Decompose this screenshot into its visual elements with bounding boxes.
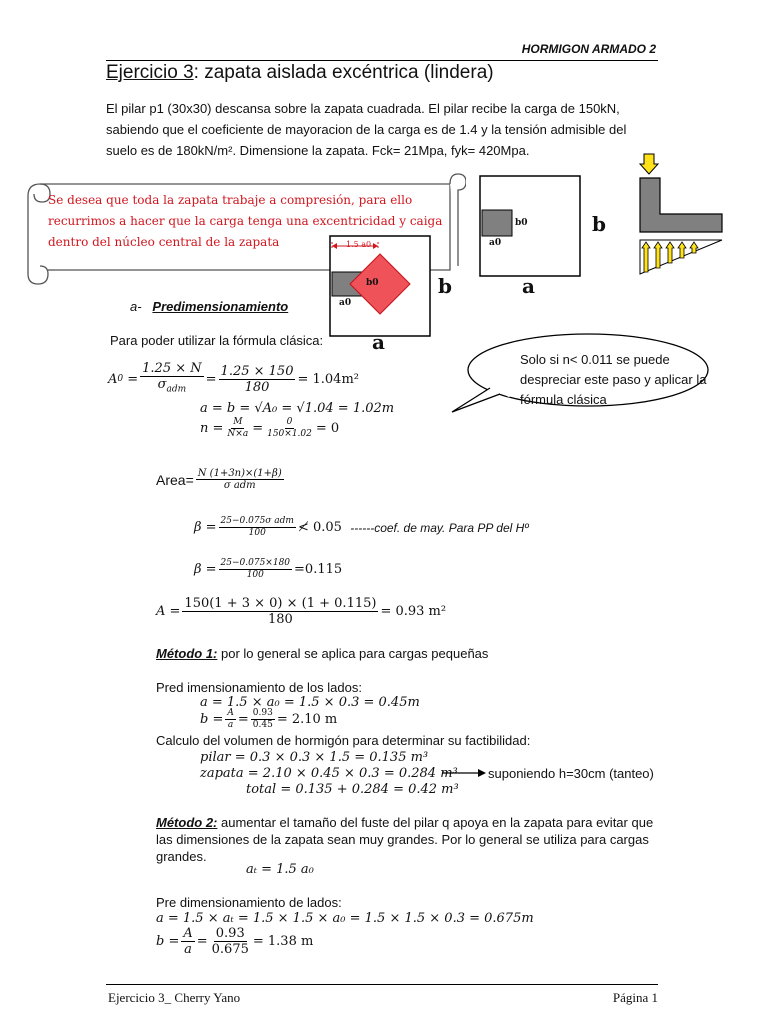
metodo2-a-eq: a = 1.5 × aₜ = 1.5 × 1.5 × a₀ = 1.5 × 1.5 × 0.3 = 0.675m xyxy=(156,911,534,926)
eq-beta-note: ------coef. de may. Para PP del Hº xyxy=(350,520,529,535)
eq-area-den: σ adm xyxy=(223,480,256,491)
exercise-title xyxy=(106,62,494,84)
eq-n-num1: M xyxy=(233,417,243,427)
callout-line-3: fórmula clásica xyxy=(520,392,607,407)
metodo1-pilar: pilar = 0.3 × 0.3 × 1.5 = 0.135 m³ xyxy=(200,750,429,765)
eq-beta2-num: 25−0.075×180 xyxy=(220,558,291,568)
exercise-title-label: Ejercicio 3 xyxy=(106,62,194,83)
eq-beta-num: 25−0.075σ adm xyxy=(220,516,294,526)
arrow-right-icon xyxy=(442,768,486,778)
course-header: HORMIGON ARMADO 2 xyxy=(521,42,656,56)
plan-column xyxy=(482,210,512,236)
metodo2-b-lhs: b = xyxy=(156,934,180,949)
fig1-side-a: a xyxy=(372,330,385,354)
eq-A-result: = 0.93 m² xyxy=(380,604,447,619)
eq-beta xyxy=(194,516,529,539)
eq-A-num: 150(1 + 3 × 0) × (1 + 0.115) xyxy=(184,596,377,611)
section-title: Predimensionamiento xyxy=(152,299,289,314)
footer-left: Ejercicio 3_ Cherry Yano xyxy=(108,990,241,1005)
header-rule xyxy=(106,60,658,61)
eq-a0-den1-sub: adm xyxy=(166,384,187,395)
metodo1-b-den2: 0.45 xyxy=(252,720,273,730)
formula-intro: Para poder utilizar la fórmula clásica: xyxy=(110,333,324,348)
metodo2-b-den1: a xyxy=(184,942,192,957)
footer-rule xyxy=(106,984,658,985)
footer-page: Página 1 xyxy=(612,990,658,1005)
metodo1-b-lhs: b = xyxy=(200,712,224,727)
eq-a0-result: = 1.04m² xyxy=(297,371,359,387)
metodo2-b-eq: b = $\frac{A}{a}$ = $\frac{0.93}{0.675}$ = 1.38 m xyxy=(156,926,314,957)
metodo1-b-result: = 2.10 m xyxy=(276,712,338,727)
callout-line-2: despreciar este paso y aplicar la xyxy=(520,372,707,387)
metodo1-b-eq: b = $\frac{A}{a}$ = $\frac{0.93}{0.45}$ = 2.10 m xyxy=(200,708,338,730)
metodo2-at: aₜ = 1.5 a₀ xyxy=(246,862,314,877)
metodo1-zapata: zapata = 2.10 × 0.45 × 0.3 = 0.284 m³ xyxy=(200,766,458,781)
metodo1-total: total = 0.135 + 0.284 = 0.42 m³ xyxy=(246,782,459,797)
metodo2-line-2: las dimensiones de la zapata sean muy grandes. Por lo general se utiliza para cargas xyxy=(156,832,649,847)
eq-n-den1: N×a xyxy=(227,429,249,439)
section-figure xyxy=(630,152,726,282)
intro-line-3: suelo es de 180kN/m². Dimensione la zapata. Fck= 21Mpa, fyk= 420Mpa. xyxy=(106,143,530,158)
eq-beta2-den: 100 xyxy=(246,570,264,580)
fig2-col-a: a0 xyxy=(489,238,502,248)
eq-a0-lhs: A xyxy=(108,371,118,387)
load-arrow-icon xyxy=(640,154,658,174)
eq-a0-den1: σ xyxy=(157,377,167,392)
eq-n-result: = 0 xyxy=(315,421,340,436)
section-prefix: a- xyxy=(130,299,142,314)
metodo1-heading xyxy=(156,646,488,661)
eccentric-footing-figure xyxy=(318,232,458,348)
callout-text xyxy=(520,350,706,410)
fig1-rot-label: b0 xyxy=(366,278,379,288)
intro-line-1: El pilar p1 (30x30) descansa sobre la zapata cuadrada. El pilar recibe la carga de 150kN, xyxy=(106,101,620,116)
metodo1-text: por lo general se aplica para cargas pequeñas xyxy=(217,646,489,661)
metodo2-b-result: = 1.38 m xyxy=(252,934,314,949)
metodo2-b-num1: A xyxy=(183,926,193,941)
eq-n-lhs: n = xyxy=(200,421,224,436)
eq-beta-rest: ≮ 0.05 xyxy=(297,520,342,535)
eq-A-den: 180 xyxy=(268,612,293,627)
eq-a0-num2: 1.25 × 150 xyxy=(220,363,294,379)
eq-A xyxy=(156,596,446,627)
eq-a0-num1: 1.25 × N xyxy=(142,361,202,376)
exercise-title-rest: : zapata aislada excéntrica (lindera) xyxy=(193,62,494,83)
metodo2-pre: Pre dimensionamiento de lados: xyxy=(156,895,342,910)
eq-area-lhs: Area= xyxy=(156,471,194,488)
footing-plan-figure xyxy=(478,174,588,278)
eq-n: n = $\frac{M}{N\times a}$ = $\frac{0}{150\times 1.02}$ = 0 xyxy=(200,417,340,439)
metodo2-paragraph xyxy=(156,814,658,865)
metodo2-b-num2: 0.93 xyxy=(215,926,245,941)
intro-paragraph xyxy=(106,98,658,161)
metodo1-a-eq: a = 1.5 × a₀ = 1.5 × 0.3 = 0.45m xyxy=(200,695,420,710)
eq-A-lhs: A = xyxy=(156,604,181,619)
scroll-note-line-2: recurrimos a hacer que la carga tenga una excentricidad y caiga xyxy=(48,214,443,228)
footing-section xyxy=(640,178,722,232)
scroll-note-line-1: Se desea que toda la zapata trabaje a compresión, para ello xyxy=(48,193,413,207)
metodo1-pred: Pred imensionamiento de los lados: xyxy=(156,680,362,695)
metodo1-b-num2: 0.93 xyxy=(252,708,273,718)
metodo2-line-3: grandes. xyxy=(156,849,207,864)
section-heading xyxy=(130,299,288,314)
intro-line-2: sabiendo que el coeficiente de mayoracion de la carga es de 1.4 y la tensión admisible del xyxy=(106,122,627,137)
eq-n-num2: 0 xyxy=(286,417,293,427)
eq-area xyxy=(156,468,286,491)
eq-a0-den2: 180 xyxy=(244,379,270,395)
metodo1-b-den1: a xyxy=(227,720,234,730)
fig2-col-b: b0 xyxy=(515,218,528,228)
fig1-side-b: b xyxy=(438,274,452,298)
eq-beta-den: 100 xyxy=(248,528,266,538)
eq-beta2-lhs: β = xyxy=(194,562,217,577)
metodo2-label: Método 2: xyxy=(156,815,218,830)
fig2-side-a: a xyxy=(522,274,535,298)
eq-a0: A 0 = $\frac{1.25 \times N}{\sigma_{adm}}$ = $\frac{1.25 \times 150}{180}$ = 1.04m² xyxy=(108,361,359,395)
metodo1-b-num1: A xyxy=(227,708,234,718)
metodo1-label: Método 1: xyxy=(156,646,218,661)
fig1-col-label: a0 xyxy=(339,298,352,308)
eq-beta2 xyxy=(194,558,342,581)
eq-n-den2: 150×1.02 xyxy=(267,429,312,439)
metodo2-line-1: aumentar el tamaño del fuste del pilar q apoya en la zapata para evitar que xyxy=(217,815,654,830)
eq-beta2-result: =0.115 xyxy=(294,562,343,577)
metodo1-suponiendo: suponiendo h=30cm (tanteo) xyxy=(488,766,654,781)
scroll-note-line-3: dentro del núcleo central de la zapata xyxy=(48,235,280,249)
dim-label: 1.5 a0 xyxy=(346,240,372,249)
eq-a0-sub: 0 xyxy=(117,374,124,385)
metodo1-vol: Calculo del volumen de hormigón para determinar su factibilidad: xyxy=(156,733,531,748)
eq-area-num: N (1+3n)×(1+β) xyxy=(197,468,282,479)
callout-line-1: Solo si n< 0.011 se puede xyxy=(520,352,670,367)
metodo2-b-den2: 0.675 xyxy=(211,942,249,957)
eq-beta-lhs: β = xyxy=(194,520,217,535)
eq-ab: a = b = √A₀ = √1.04 = 1.02m xyxy=(200,401,395,416)
fig2-side-b: b xyxy=(592,212,606,236)
